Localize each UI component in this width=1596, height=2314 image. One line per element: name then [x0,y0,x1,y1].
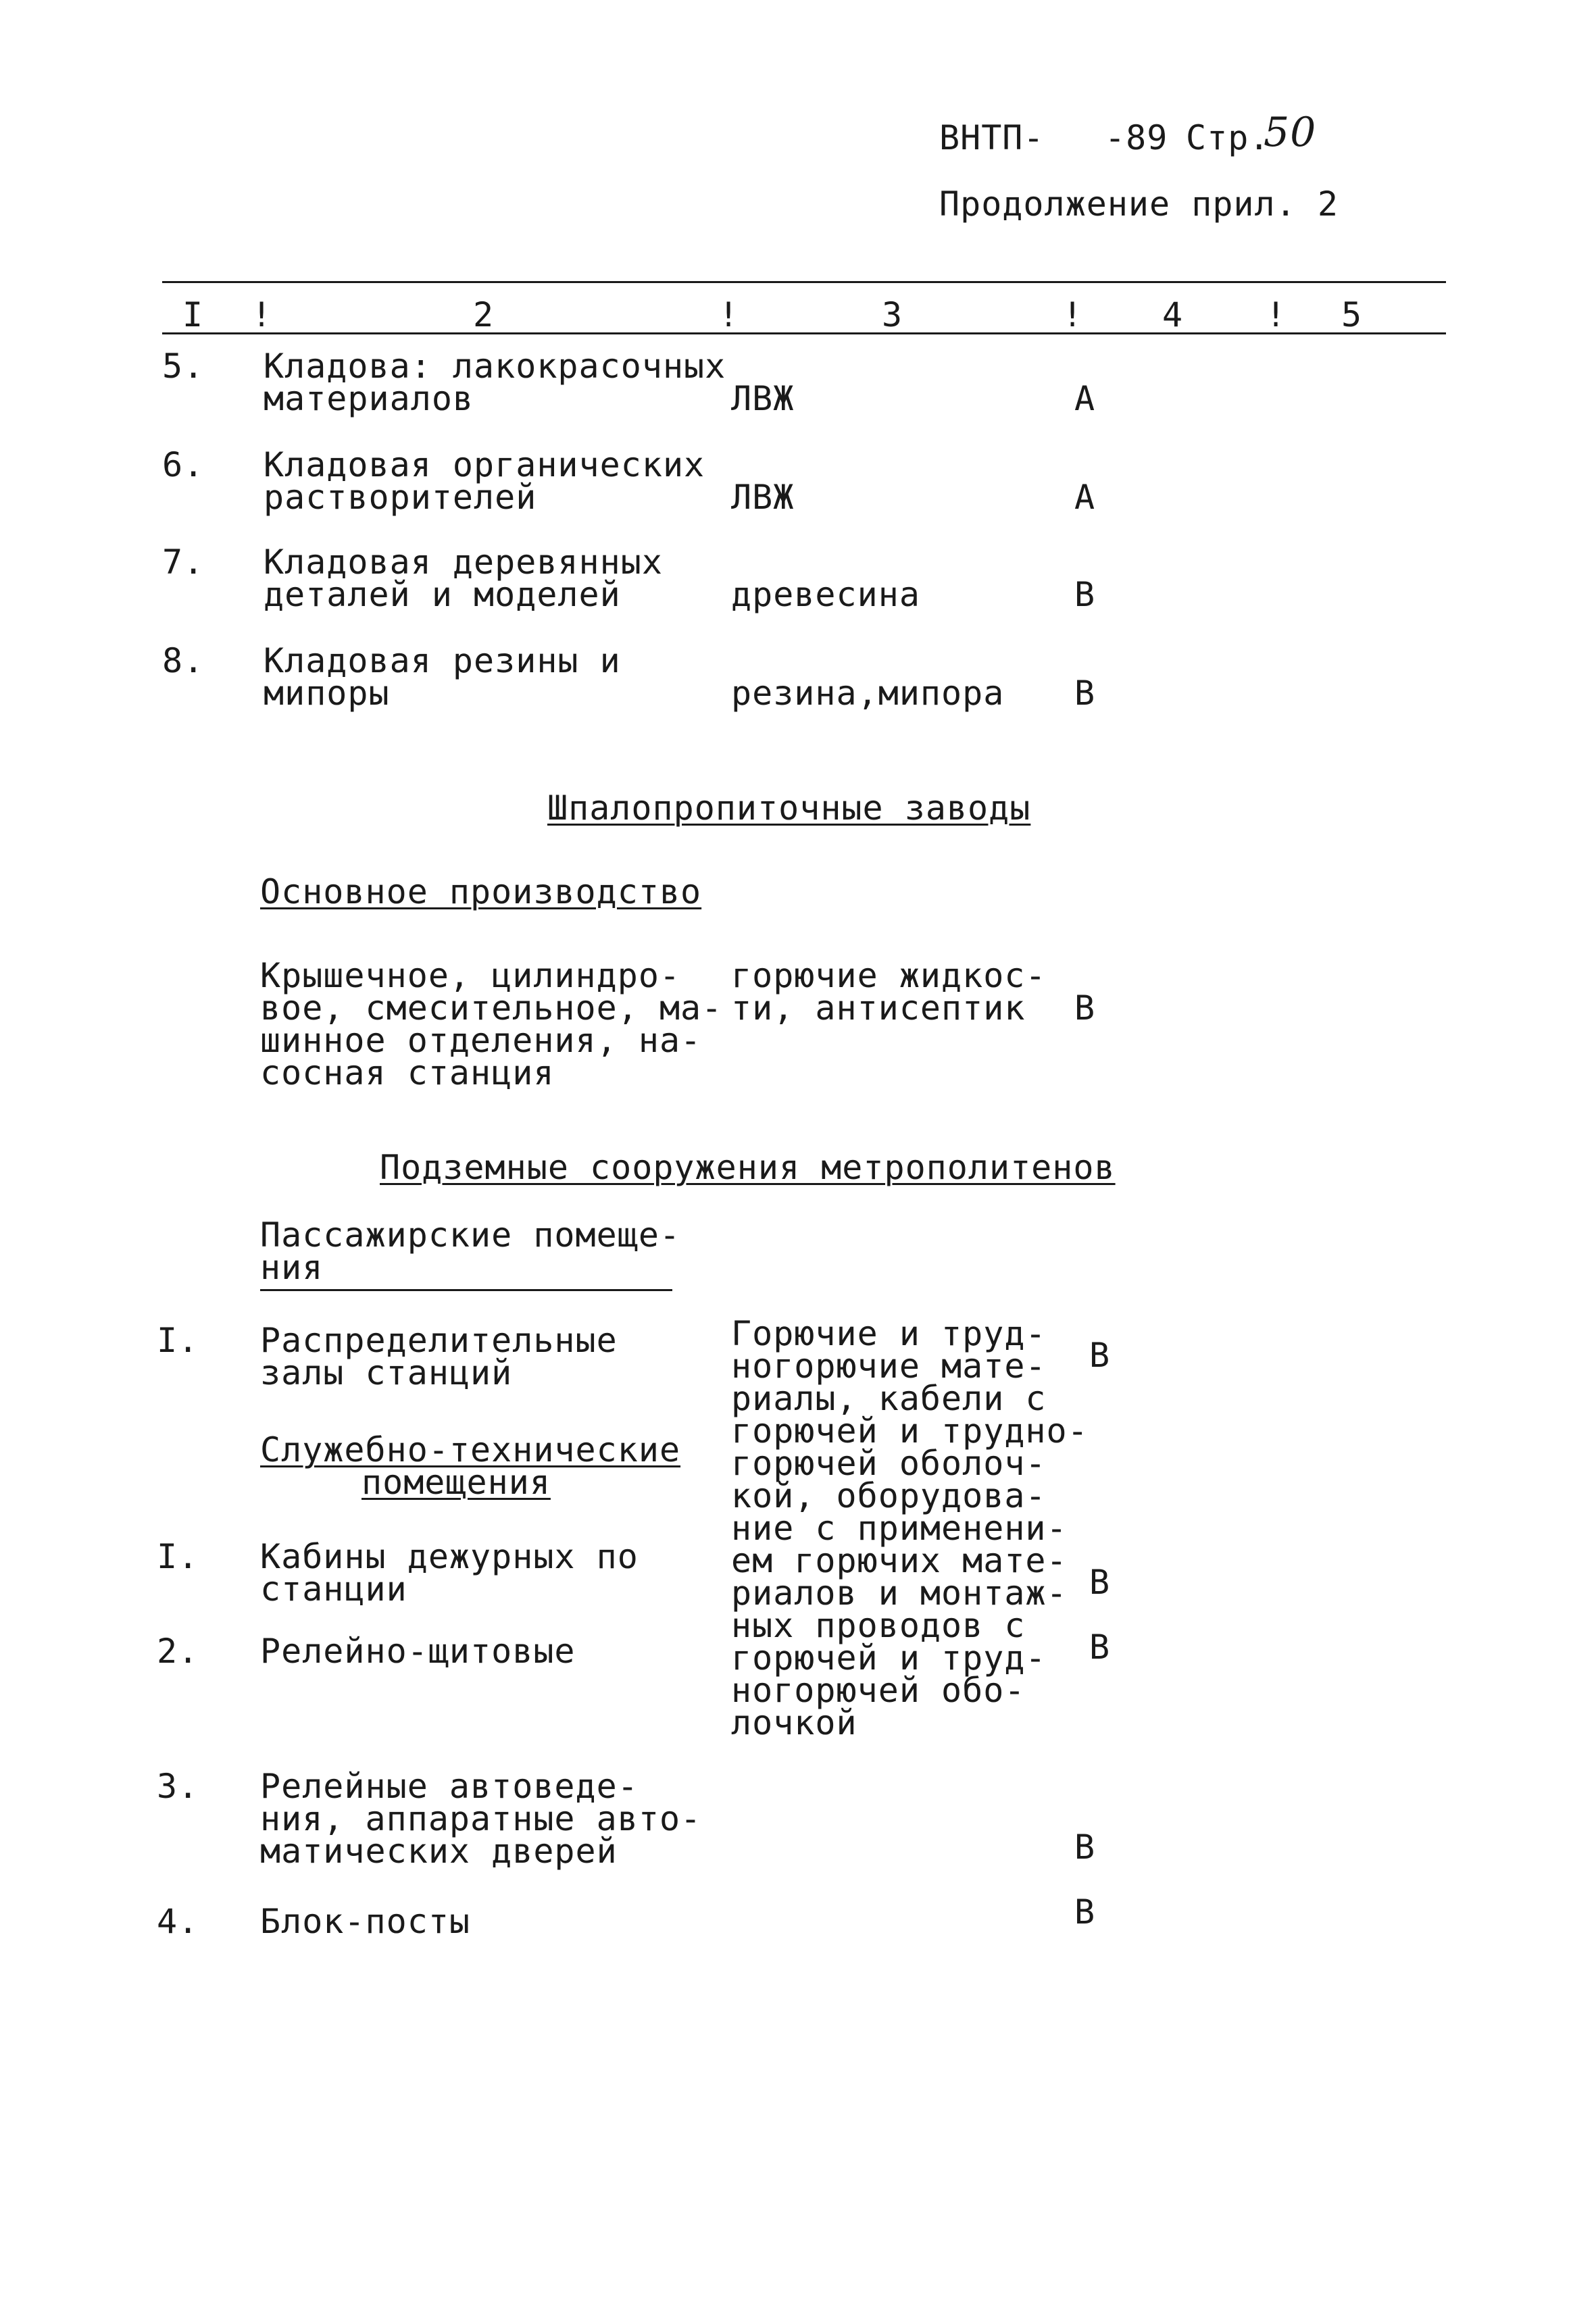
material-line: горючей и трудно- [731,1411,1089,1451]
subtitle-underline [260,1289,672,1291]
material-line: кой, оборудова- [731,1476,1047,1515]
room-name-line: Релейно-щитовые [260,1632,576,1671]
material-line: ем горючих мате- [731,1541,1068,1580]
room-name-line: Релейные автоведе- [260,1767,639,1806]
room-name-line: деталей и моделей [264,575,621,614]
row-number: 6. [162,445,205,484]
col-header-2: 2 [473,295,495,334]
col-header-4: 4 [1162,295,1184,334]
col-sep-4: ! [1266,295,1287,334]
room-name-line: сосная станция [260,1053,555,1092]
row-number: 2. [157,1632,199,1671]
category: В [1074,674,1096,713]
row-number: 5. [162,347,205,386]
material-line: лочкой [731,1703,857,1742]
category: В [1089,1628,1111,1667]
table-header-rule [162,332,1446,334]
material-line: горючие жидкос- [731,956,1047,995]
material-line: ногорючие мате- [731,1347,1047,1386]
row-number: 3. [157,1767,199,1806]
section-title: Шпалопропиточные заводы [547,788,1031,828]
section-subtitle: Основное производство [260,872,702,911]
col-header-5: 5 [1341,295,1363,334]
material-line: ногорючей обо- [731,1671,1026,1710]
room-name-line: ния, аппаратные авто- [260,1799,702,1838]
category: В [1074,1892,1096,1932]
col-sep-3: ! [1062,295,1084,334]
col-header-3: 3 [882,295,903,334]
room-name-line: шинное отделения, на- [260,1021,702,1060]
material-line: ти, антисептик [731,988,1026,1028]
page-number: 50 [1264,109,1317,156]
table-top-rule [162,281,1446,283]
room-name-line: Кабины дежурных по [260,1537,639,1576]
material-line: Горючие и труд- [731,1314,1047,1353]
room-name-line: Кладова: лакокрасочных [264,347,726,386]
room-name-line: Крышечное, цилиндро- [260,956,681,995]
category: В [1089,1563,1111,1602]
section-subtitle-line: Служебно-технические [260,1430,681,1469]
material-line: ных проводов с [731,1606,1026,1645]
material: древесина [731,575,920,614]
material-line: ние с применени- [731,1509,1068,1548]
row-number: 4. [157,1902,199,1941]
material: ЛВЖ [731,478,795,517]
section-subtitle-line: помещения [361,1463,551,1502]
room-name-line: Блок-посты [260,1902,471,1941]
category: В [1074,575,1096,614]
room-name-line: станции [260,1569,407,1609]
material-line: горючей оболоч- [731,1444,1047,1483]
category: А [1074,379,1096,418]
col-sep-2: ! [718,295,740,334]
continuation-note: Продолжение прил. 2 [939,184,1339,224]
row-number: I. [157,1537,199,1576]
row-number: I. [157,1321,199,1360]
material: резина,мипора [731,674,1005,713]
room-name-line: Распределительные [260,1321,618,1360]
room-name-line: Кладовая резины и [264,641,621,680]
category: В [1074,988,1096,1028]
room-name-line: матических дверей [260,1832,618,1871]
category: В [1074,1828,1096,1867]
material-line: горючей и труд- [731,1638,1047,1678]
room-name-line: мипоры [264,674,390,713]
room-name-line: Кладовая органических [264,445,705,484]
material-line: риалов и монтаж- [731,1574,1068,1613]
room-name-line: Кладовая деревянных [264,543,663,582]
room-name-line: растворителей [264,478,537,517]
room-name-line: залы станций [260,1353,513,1392]
row-number: 8. [162,641,205,680]
room-name-line: вое, смесительное, ма- [260,988,723,1028]
room-name-line: материалов [264,379,474,418]
row-number: 7. [162,543,205,582]
material-line: риалы, кабели с [731,1379,1047,1418]
col-sep-1: ! [251,295,273,334]
doc-number: -89 [1105,118,1168,157]
page-label: Стр. [1186,118,1270,157]
doc-code: ВНТП- [939,118,1045,157]
col-header-1: I [182,295,204,334]
category: В [1089,1336,1111,1375]
material: ЛВЖ [731,379,795,418]
section-subtitle-line: ния [260,1248,324,1287]
section-subtitle-line: Пассажирские помеще- [260,1215,681,1255]
section-title: Подземные сооружения метрополитенов [380,1148,1116,1187]
category: А [1074,478,1096,517]
